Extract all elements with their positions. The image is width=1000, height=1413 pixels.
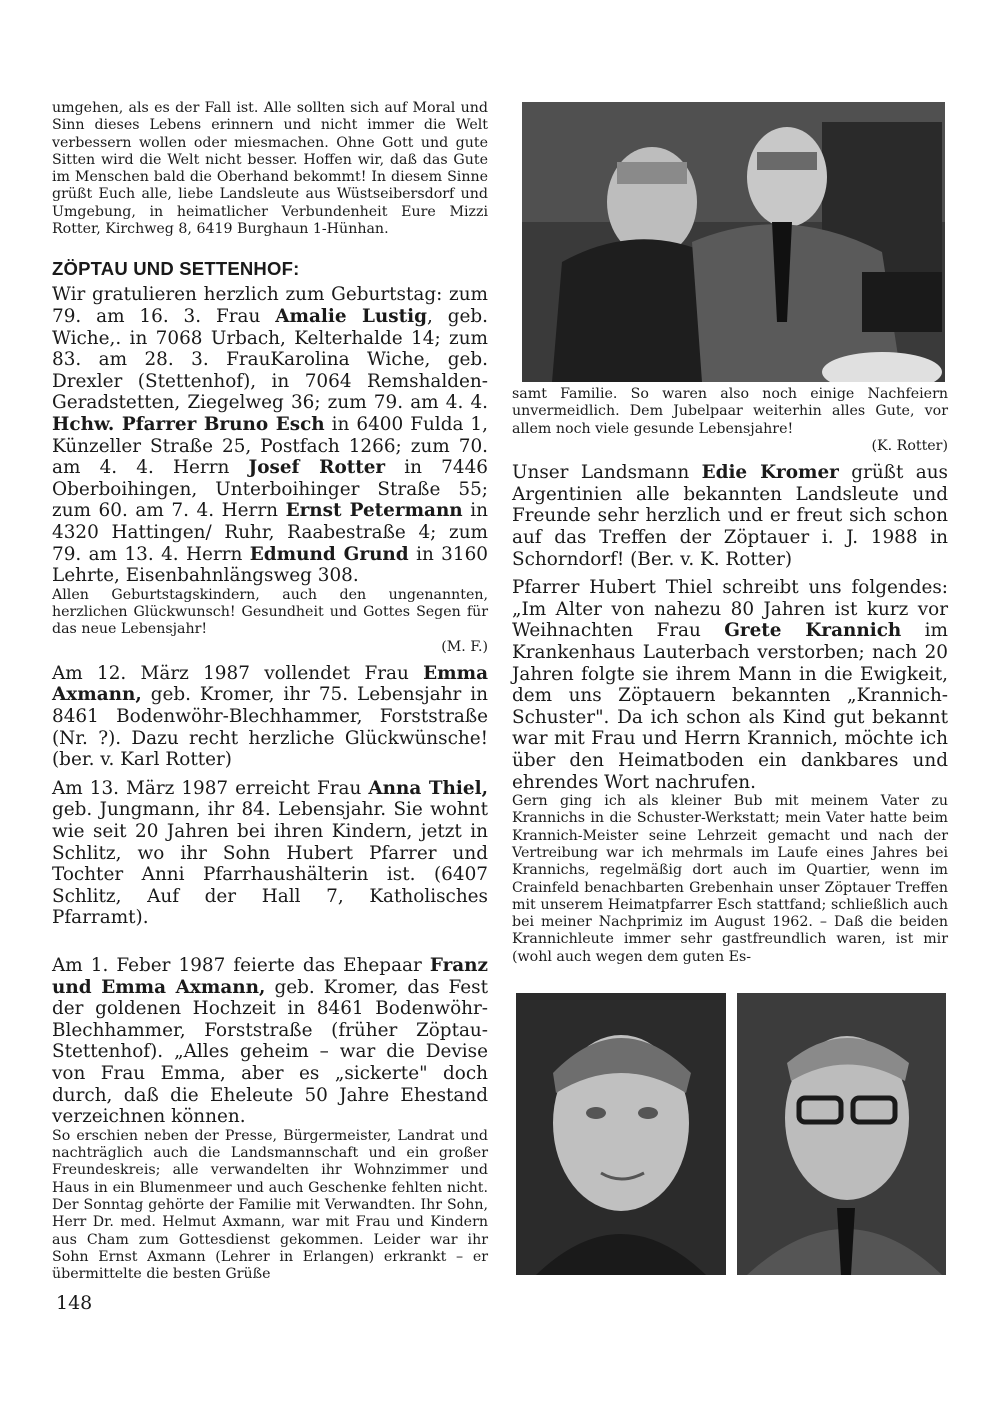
man-portrait [737,993,946,1275]
page-number: 148 [56,1292,93,1314]
intro-paragraph: umgehen, als es der Fall ist. Alle sollten sich auf Moral und Sinn dieses Lebens erinnern und nicht immer die Welt verbessern wollen oder miesmachen. Ohne Gott und gute Sitten wird die Welt nicht besser. Hoffen wir, daß das Gute im Menschen bald die Oberhand bekommt! In diesem Sinne grüßt Euch alle, liebe Landsleute aus Wüstseibersdorf und Umgebung, in heimatlicher Verbundenheit Eure Mizzi Rotter, Kirchweg 8, 6419 Burghaun 1-Hünhan. [52,100,488,238]
continuation-signature: (K. Rotter) [871,437,948,454]
wishes-signature: (M. F.) [441,638,488,655]
section-heading: ZÖPTAU UND SETTENHOF: [52,258,300,280]
continuation-paragraph: samt Familie. So waren also noch einige Nachfeiern unvermeidlich. Dem Jubelpaar weiterhin alles Gute, vor allem noch viele gesunde Lebensjahre! [512,386,948,437]
woman-portrait [516,993,726,1275]
wedding-details-paragraph: So erschien neben der Presse, Bürgermeister, Landrat und nachträglich auch die Landsmannschaft und ein großer Freundeskreis; alle verwandelten ihr Wohnzimmer und Haus in ein Blumenmeer und auch Geschenke fehlten nicht. Der Sonntag gehörte der Familie mit Verwandten. Ihr Sohn, Herr Dr. med. Helmut Axmann, war mit Frau und Kindern aus Cham zum Gottesdienst gekommen. Leider war ihr Sohn Ernst Axmann (Lehrer in Erlangen) erkrankt – er übermittelte die besten Grüße [52,1127,488,1283]
wishes-paragraph: Allen Geburtstagskindern, auch den ungenannten, herzlichen Glückwunsch! Gesundheit und Gottes Segen für das neue Lebensjahr! [52,586,488,638]
wedding-paragraph: Am 1. Feber 1987 feierte das Ehepaar Franz und Emma Axmann, geb. Kromer, das Fest der goldenen Hochzeit in 8461 Bodenwöhr-Blechhammer, Forststraße (früher Zöptau-Stettenhof). „Alles geheim – war die Devise von Frau Emma, aber es „sickerte" doch durch, daß die Eheleute 50 Jahre Ehestand verzeichnen können. [52,955,489,1128]
left-column [52,100,488,1283]
thiel-paragraph: Am 13. März 1987 erreicht Frau Anna Thiel, geb. Jungmann, ihr 84. Lebensjahr. Sie wohnt wie seit 20 Jahren bei ihren Kindern, jetzt in Schlitz, wo ihr Sohn Hubert Pfarrer und Tochter Anni Pfarrhaushälterin ist. (6407 Schlitz, Auf der Hall 7, Katholisches Pfarramt). [52,777,489,929]
kromer-paragraph: Unser Landsmann Edie Kromer grüßt aus Argentinien alle bekannten Landsleute und Freunde sehr herzlich und er freut sich schon auf das Treffen der Zöptauer i. J. 1988 in Schorndorf! (Ber. v. K. Rotter) [512,462,948,570]
woman-portrait-image [516,993,726,1275]
kranich-paragraph: Pfarrer Hubert Thiel schreibt uns folgendes: „Im Alter von nahezu 80 Jahren ist kurz vor Weihnachten Frau Grete Krannich im Krankenhaus Lauterbach verstorben; nach 20 Jahren folgte sie ihrem Mann in die Ewigkeit, dem uns Zöptauern bekannten „Krannich-Schuster". Da ich schon als Kind gut bekannt war mit Frau und Herrn Krannich, möchte ich über den Heimatboden ein dankbares und ehrendes Wort nachrufen. [512,577,948,793]
couple-photo-image [522,102,945,382]
kranich-details-paragraph: Gern ging ich als kleiner Bub mit meinem Vater zu Krannichs in die Schuster-Werkstatt; mein Vater hatte beim Krannich-Meister seine Lehrzeit gemacht und nach der Vertreibung war ich mehrmals im Laufe eines Jahres bei Krannichs, regelmäßig dort auch im Quartier, wenn im Crainfeld benachbarten Grebenhain unser Zöptauer Treffen mit unserem Heimatpfarrer Esch stattfand; schließlich auch bei meiner Nachprimiz im August 1962. – Daß die beiden Krannichleute immer sehr gastfreundlich waren, ist mir (wohl auch wegen dem guten Es- [512,793,948,965]
man-portrait-image [737,993,946,1275]
right-column [512,386,948,966]
axmann-birthday-paragraph: Am 12. März 1987 vollendet Frau Emma Axmann, geb. Kromer, ihr 75. Lebensjahr in 8461 Bodenwöhr-Blechhammer, Forststraße (Nr. ?). Dazu recht herzliche Glückwünsche! (ber. v. Karl Rotter) [52,662,488,771]
birthday-paragraph: Wir gratulieren herzlich zum Geburtstag: zum 79. am 16. 3. Frau Amalie Lustig, geb. Wiche,. in 7068 Urbach, Kelterhalde 14; zum 83. am 28. 3. FrauKarolina Wiche, geb. Drexler (Stettenhof), in 7064 Remshalden-Geradstetten, Ziegelweg 36; zum 79. am 4. 4. Hchw. Pfarrer Bruno Esch in 6400 Fulda 1, Künzeller Straße 25, Postfach 1266; zum 70. am 4. 4. Herrn Josef Rotter in 7446 Oberboihingen, Unterboihinger Straße 55; zum 60. am 7. 4. Herrn Ernst Petermann in 4320 Hattingen/ Ruhr, Raabestraße 4; zum 79. am 13. 4. Herrn Edmund Grund in 3160 Lehrte, Eisenbahnlängsweg 308. [52,284,489,587]
couple-photo [522,102,945,382]
